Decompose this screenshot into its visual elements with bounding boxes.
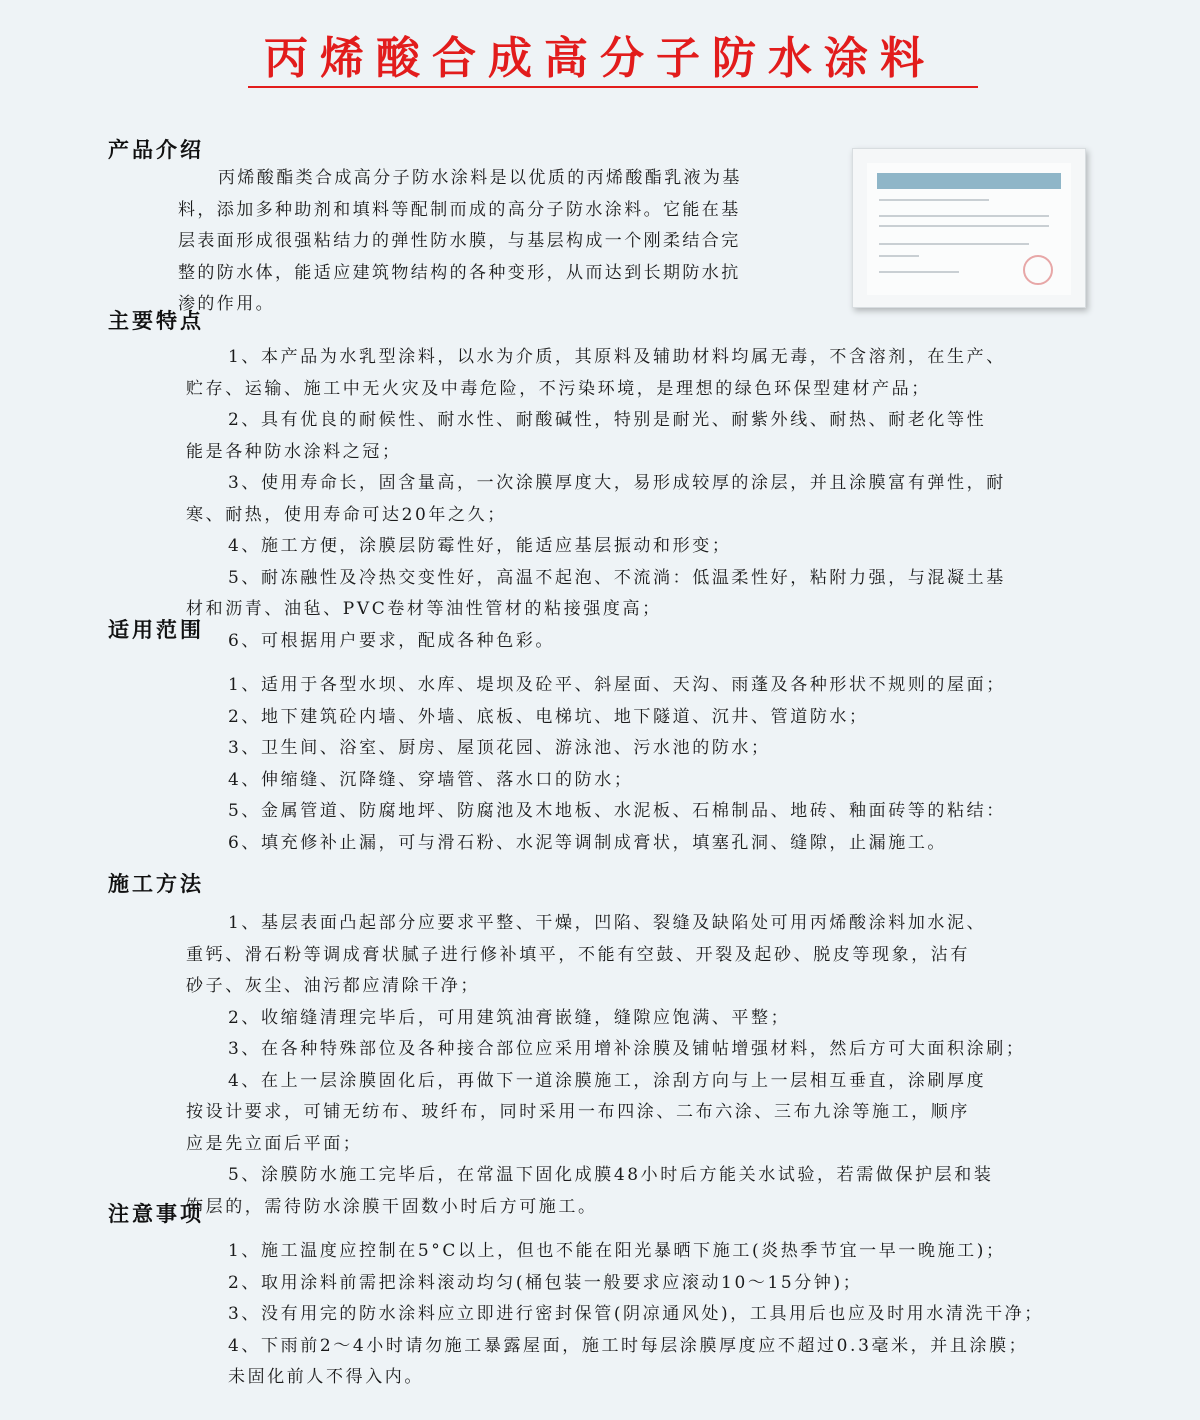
certificate-header-band: [877, 173, 1061, 189]
list-item: 5、涂膜防水施工完毕后，在常温下固化成膜48小时后方能关水试验，若需做保护层和装 饰层的，需待防水涂膜干固数小时后方可施工。: [186, 1165, 994, 1217]
heading-scope: 适用范围: [108, 618, 204, 642]
title-underline: [248, 86, 978, 88]
list-item: 4、下雨前2～4小时请勿施工暴露屋面，施工时每层涂膜厚度应不超过0.3毫米，并且涂膜； 未固化前人不得入内。: [228, 1335, 1029, 1387]
certificate-text-line: [879, 271, 959, 273]
certificate-image: [852, 148, 1086, 308]
notes-list: [200, 1236, 1080, 1394]
list-item: 6、可根据用户要求，配成各种色彩。: [228, 630, 556, 651]
intro-line: 料，添加多种助剂和填料等配制而成的高分子防水涂料。它能在基: [178, 199, 741, 220]
certificate-seal-icon: [1023, 255, 1053, 285]
list-item: 2、地下建筑砼内墙、外墙、底板、电梯坑、地下隧道、沉井、管道防水；: [228, 706, 869, 727]
list-item: 4、施工方便，涂膜层防霉性好，能适应基层振动和形变；: [228, 536, 732, 556]
heading-features: 主要特点: [108, 309, 204, 333]
heading-notes: 注意事项: [108, 1202, 204, 1226]
list-item: 2、具有优良的耐候性、耐水性、耐酸碱性，特别是耐光、耐紫外线、耐热、耐老化等性 能是各种防水涂料之冠；: [186, 410, 987, 462]
list-item: 1、施工温度应控制在5°C以上，但也不能在阳光暴晒下施工(炎热季节宜一早一晚施工)；: [228, 1241, 1006, 1261]
certificate-text-line: [879, 225, 1049, 227]
certificate-text-line: [879, 243, 1029, 245]
list-item: 1、适用于各型水坝、水库、堤坝及砼平、斜屋面、天沟、雨蓬及各种形状不规则的屋面；: [228, 675, 1006, 695]
certificate-paper: [867, 163, 1071, 295]
intro-line: 丙烯酸酯类合成高分子防水涂料是以优质的丙烯酸酯乳液为基: [218, 168, 742, 188]
list-item: 5、金属管道、防腐地坪、防腐池及木地板、水泥板、石棉制品、地砖、釉面砖等的粘结：: [228, 801, 1006, 821]
heading-method: 施工方法: [108, 872, 204, 896]
certificate-text-line: [879, 215, 1049, 217]
list-item: 2、取用涂料前需把涂料滚动均匀(桶包装一般要求应滚动10～15分钟)；: [228, 1272, 863, 1293]
list-item: 6、填充修补止漏，可与滑石粉、水泥等调制成膏状，填塞孔洞、缝隙，止漏施工。: [228, 832, 948, 853]
intro-text: [178, 163, 854, 321]
list-item: 1、基层表面凸起部分应要求平整、干燥，凹陷、裂缝及缺陷处可用丙烯酸涂料加水泥、 重钙、滑石粉等调成膏状腻子进行修补填平，不能有空鼓、开裂及起砂、脱皮等现象，沾有 砂子、灰尘、油污都应清除干净；: [186, 913, 987, 996]
page-title: 丙烯酸合成高分子防水涂料: [264, 33, 936, 84]
list-item: 4、伸缩缝、沉降缝、穿墙管、落水口的防水；: [228, 769, 634, 790]
list-item: 2、收缩缝清理完毕后，可用建筑油膏嵌缝，缝隙应饱满、平整；: [228, 1007, 791, 1028]
list-item: 3、在各种特殊部位及各种接合部位应采用增补涂膜及铺帖增强材料，然后方可大面积涂刷；: [228, 1039, 1026, 1059]
list-item: 3、卫生间、浴室、厨房、屋顶花园、游泳池、污水池的防水；: [228, 738, 771, 758]
certificate-text-line: [879, 255, 919, 257]
list-item: 4、在上一层涂膜固化后，再做下一道涂膜施工，涂刮方向与上一层相互垂直，涂刷厚度 按设计要求，可铺无纺布、玻纤布，同时采用一布四涂、二布六涂、三布九涂等施工，顺序 应是先立面后平面；: [186, 1070, 987, 1154]
intro-line: 整的防水体，能适应建筑物结构的各种变形，从而达到长期防水抗: [178, 262, 741, 283]
heading-intro: 产品介绍: [108, 138, 204, 162]
certificate-text-line: [879, 199, 989, 201]
intro-line: 渗的作用。: [178, 294, 275, 314]
list-item: 3、使用寿命长，固含量高，一次涂膜厚度大，易形成较厚的涂层，并且涂膜富有弹性，耐 寒、耐热，使用寿命可达20年之久；: [186, 473, 1006, 525]
features-list: [186, 342, 1080, 657]
list-item: 1、本产品为水乳型涂料，以水为介质，其原料及辅助材料均属无毒，不含溶剂，在生产、 贮存、运输、施工中无火灾及中毒危险，不污染环境，是理想的绿色环保型建材产品；: [186, 347, 1006, 399]
scope-list: [200, 670, 1080, 859]
list-item: 5、耐冻融性及冷热交变性好，高温不起泡、不流淌：低温柔性好，粘附力强，与混凝土基 材和沥青、油毡、PVC卷材等油性管材的粘接强度高；: [186, 567, 1006, 619]
method-list: [186, 908, 1080, 1223]
list-item: 3、没有用完的防水涂料应立即进行密封保管(阴凉通风处)，工具用后也应及时用水清洗干净；: [228, 1304, 1044, 1324]
intro-line: 层表面形成很强粘结力的弹性防水膜，与基层构成一个刚柔结合完: [178, 231, 741, 251]
